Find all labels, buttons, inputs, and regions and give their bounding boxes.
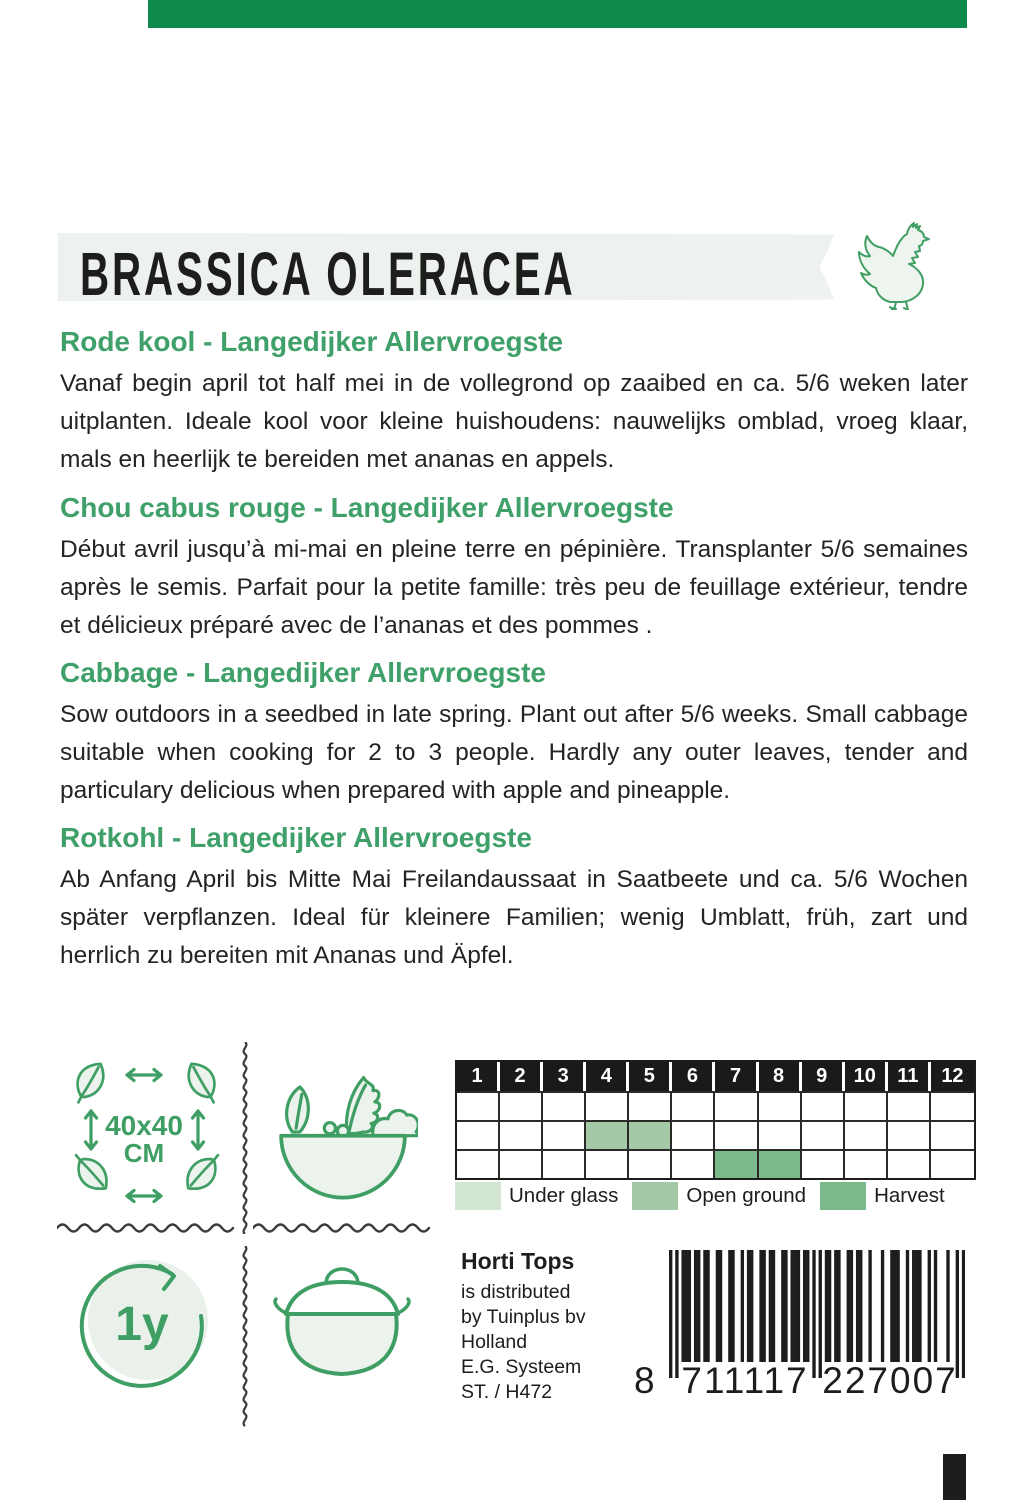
calendar-cell-harvest-1 — [457, 1149, 500, 1178]
calendar-cell-harvest-4 — [586, 1149, 629, 1178]
legend-label: Open ground — [686, 1184, 807, 1207]
calendar-cell-harvest-6 — [672, 1149, 715, 1178]
calendar-cell-harvest-11 — [888, 1149, 931, 1178]
calendar-month-header: 8 — [759, 1062, 802, 1091]
print-registration-mark — [943, 1454, 966, 1500]
calendar-cell-harvest-10 — [845, 1149, 888, 1178]
calendar-cell-under_glass-12 — [931, 1091, 974, 1120]
calendar-cell-harvest-2 — [500, 1149, 543, 1178]
calendar-cell-harvest-8 — [759, 1149, 802, 1178]
distributor-line: Holland — [461, 1331, 528, 1353]
section-heading-fr: Chou cabus rouge - Langedijker Allervroegste — [60, 492, 674, 523]
legend-swatch — [820, 1182, 866, 1210]
species-title: BRASSICA OLERACEA — [80, 239, 576, 309]
plant-spacing-unit: CM — [123, 1138, 165, 1168]
calendar-cell-under_glass-8 — [759, 1091, 802, 1120]
calendar-cell-under_glass-6 — [672, 1091, 715, 1120]
divider-squiggle-vertical — [239, 1246, 251, 1430]
legend-item — [632, 1182, 806, 1210]
leaf-icon — [68, 1054, 119, 1107]
section-body-fr: Début avril jusqu’à mi-mai en pleine terre en pépinière. Transplanter 5/6 semaines après le semis. Parfait pour la petite famille: très peu de feuillage extérieur, tendre et délicieux préparé avec de l’ananas et des pommes . — [60, 536, 968, 639]
calendar-month-header: 4 — [586, 1062, 629, 1091]
horizontal-arrow-icon — [124, 1187, 164, 1205]
calendar-cell-under_glass-11 — [888, 1091, 931, 1120]
distributor-line: by Tuinplus bv — [461, 1306, 586, 1328]
calendar-month-header: 7 — [715, 1062, 758, 1091]
calendar-cell-under_glass-2 — [500, 1091, 543, 1120]
plant-spacing-value: 40x40 — [105, 1110, 183, 1141]
calendar-cell-under_glass-9 — [802, 1091, 845, 1120]
section-heading-en: Cabbage - Langedijker Allervroegste — [60, 657, 546, 688]
calendar-cell-open_ground-6 — [672, 1120, 715, 1149]
legend-label: Under glass — [509, 1184, 619, 1207]
one-year-label: 1y — [115, 1298, 169, 1351]
section-english — [60, 657, 968, 810]
divider-squiggle-vertical — [239, 1042, 251, 1234]
cooking-pot-icon — [264, 1254, 420, 1388]
calendar-cell-under_glass-1 — [457, 1091, 500, 1120]
calendar-cell-harvest-5 — [629, 1149, 672, 1178]
calendar-month-header: 9 — [802, 1062, 845, 1091]
calendar-month-header: 3 — [543, 1062, 586, 1091]
divider-wave-horizontal — [57, 1220, 235, 1234]
calendar-month-header: 10 — [845, 1062, 888, 1091]
calendar-cell-open_ground-3 — [543, 1120, 586, 1149]
calendar-month-header: 12 — [941, 1065, 964, 1087]
distributor-name: Horti Tops — [461, 1248, 575, 1274]
section-heading-nl: Rode kool - Langedijker Allervroegste — [60, 326, 564, 357]
barcode-lead-digit: 8 — [634, 1360, 655, 1401]
calendar-cell-open_ground-4 — [586, 1120, 629, 1149]
legend-swatch — [455, 1182, 501, 1210]
leaf-icon — [174, 1054, 225, 1107]
calendar-cell-open_ground-7 — [715, 1120, 758, 1149]
calendar-cell-open_ground-9 — [802, 1120, 845, 1149]
horizontal-arrow-icon — [124, 1066, 164, 1084]
calendar-cell-harvest-3 — [543, 1149, 586, 1178]
distributor-block — [461, 1248, 586, 1405]
calendar-cell-under_glass-10 — [845, 1091, 888, 1120]
calendar-cell-open_ground-5 — [629, 1120, 672, 1149]
calendar-month-header: 2 — [500, 1062, 543, 1091]
calendar-legend — [455, 1182, 976, 1210]
section-german — [60, 822, 968, 975]
distributor-line: ST. / H472 — [461, 1381, 553, 1403]
calendar-row-open_ground — [457, 1120, 974, 1149]
rooster-icon — [850, 218, 934, 310]
calendar-cell-open_ground-10 — [845, 1120, 888, 1149]
calendar-cell-harvest-12 — [931, 1149, 974, 1178]
calendar-cell-harvest-7 — [715, 1149, 758, 1178]
salad-bowl-icon — [268, 1060, 418, 1202]
calendar-cell-open_ground-8 — [759, 1120, 802, 1149]
calendar-cell-under_glass-5 — [629, 1091, 672, 1120]
section-french — [60, 492, 968, 645]
section-dutch — [60, 326, 968, 479]
calendar-cell-under_glass-3 — [543, 1091, 586, 1120]
barcode-digit-group: 711117 — [681, 1360, 809, 1401]
calendar-cell-harvest-9 — [802, 1149, 845, 1178]
section-body-en: Sow outdoors in a seedbed in late spring. Plant out after 5/6 weeks. Small cabbage suitable when cooking for 2 to 3 people. Hardly any outer leaves, tender and particulary delicious when prepared with apple and pineapple. — [60, 701, 968, 804]
calendar-month-row — [457, 1062, 974, 1091]
section-body-nl: Vanaf begin april tot half mei in de vollegrond op zaaibed en ca. 5/6 weken later uitplanten. Ideale kool voor kleine huishoudens: nauwelijks omblad, vroeg klaar, mals en heerlijk te bereiden met ananas en appels. — [60, 370, 968, 473]
calendar-month-header: 6 — [672, 1062, 715, 1091]
calendar-month-header: 5 — [629, 1062, 672, 1091]
calendar-cell-under_glass-4 — [586, 1091, 629, 1120]
calendar-cell-under_glass-7 — [715, 1091, 758, 1120]
calendar-body — [457, 1091, 974, 1178]
distributor-line: E.G. Systeem — [461, 1356, 582, 1378]
sowing-calendar-table — [455, 1060, 976, 1180]
brand-color-bar — [148, 0, 967, 28]
calendar-cell-open_ground-2 — [500, 1120, 543, 1149]
legend-label: Harvest — [874, 1184, 945, 1207]
calendar-cell-open_ground-12 — [931, 1120, 974, 1149]
calendar-cell-open_ground-11 — [888, 1120, 931, 1149]
calendar-month-header: 11 — [888, 1062, 931, 1091]
legend-swatch — [632, 1182, 678, 1210]
legend-item — [455, 1182, 618, 1210]
calendar-row-harvest — [457, 1149, 974, 1178]
section-heading-de: Rotkohl - Langedijker Allervroegste — [60, 822, 532, 853]
legend-item — [820, 1182, 945, 1210]
calendar-row-under_glass — [457, 1091, 974, 1120]
divider-wave-horizontal — [253, 1220, 431, 1234]
distributor-line: is distributed — [461, 1281, 571, 1303]
section-body-de: Ab Anfang April bis Mitte Mai Freilandaussaat in Saatbeete und ca. 5/6 Wochen später verpflanzen. Ideal für kleinere Familien; wenig Umblatt, früh, zart und herrlich zu bereiten mit Ananas und Äpfel. — [60, 866, 968, 969]
calendar-cell-open_ground-1 — [457, 1120, 500, 1149]
calendar-month-header: 1 — [457, 1062, 500, 1091]
barcode-digit-group: 227007 — [822, 1360, 958, 1401]
